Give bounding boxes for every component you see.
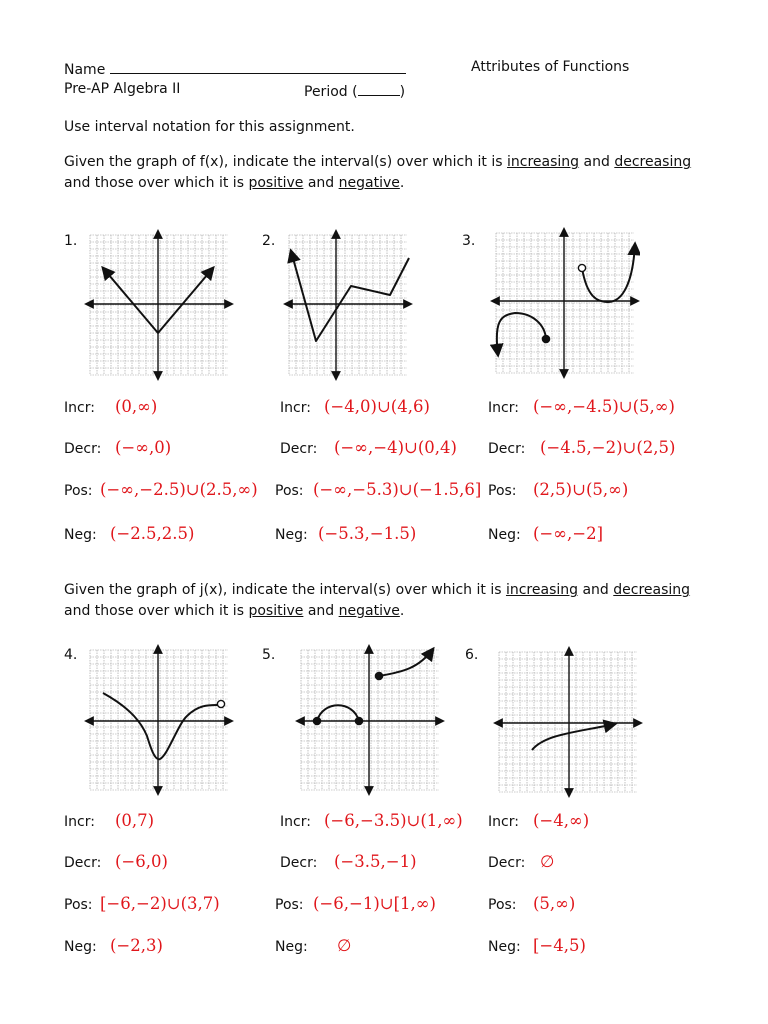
p3-pos-answer: (2,5)∪(5,∞): [533, 480, 629, 499]
period-line: [304, 81, 405, 100]
grid-lines: [499, 652, 637, 792]
problem-2-number: 2.: [262, 233, 276, 249]
worksheet-title: Attributes of Functions: [471, 59, 630, 75]
part1-period: .: [399, 175, 405, 191]
p5-decr-label: Decr:: [280, 855, 318, 871]
p1-pos-label: Pos:: [64, 483, 93, 499]
part1-decreasing: decreasing: [614, 154, 692, 170]
p3-decr-answer: (−4.5,−2)∪(2,5): [540, 438, 676, 457]
p5-neg-label: Neg:: [275, 939, 308, 955]
part1-instruction-line1: [64, 154, 691, 170]
name-line: [64, 59, 406, 78]
p2-pos-label: Pos:: [275, 483, 304, 499]
grid-lines: [496, 233, 634, 373]
p4-decr-answer: (−6,0): [115, 852, 168, 871]
open-endpoint: [578, 264, 585, 271]
p1-decr-label: Decr:: [64, 441, 102, 457]
period-label: Period (: [304, 84, 358, 100]
part1-increasing: increasing: [507, 154, 580, 170]
right-branch-curve: [582, 244, 635, 302]
p6-decr-answer: ∅: [540, 852, 555, 871]
notation-instruction: Use interval notation for this assignment.: [64, 119, 355, 135]
open-endpoint: [217, 700, 224, 707]
p6-neg-label: Neg:: [488, 939, 521, 955]
p3-neg-label: Neg:: [488, 527, 521, 543]
part2-instruction-line2: [64, 603, 404, 619]
part2-text: Given the graph of j(x), indicate the interval(s) over which it is: [64, 582, 506, 598]
p4-neg-answer: (−2,3): [110, 936, 163, 955]
p2-incr-answer: (−4,0)∪(4,6): [324, 397, 430, 416]
p5-neg-answer: ∅: [337, 936, 352, 955]
graph-5: [295, 644, 445, 796]
name-field[interactable]: [110, 59, 406, 74]
p5-decr-answer: (−3.5,−1): [334, 852, 417, 871]
p3-incr-answer: (−∞,−4.5)∪(5,∞): [533, 397, 675, 416]
part2-negative: negative: [338, 603, 400, 619]
p1-neg-label: Neg:: [64, 527, 97, 543]
p1-incr-answer: (0,∞): [115, 397, 158, 416]
problem-6-number: 6.: [465, 647, 479, 663]
course-name: Pre-AP Algebra II: [64, 81, 181, 97]
part2-decreasing: decreasing: [613, 582, 691, 598]
grid-lines: [90, 235, 228, 375]
p3-decr-label: Decr:: [488, 441, 526, 457]
p2-pos-answer: (−∞,−5.3)∪(−1.5,6]: [313, 480, 482, 499]
p4-pos-label: Pos:: [64, 897, 93, 913]
closed-endpoint-left: [313, 717, 320, 724]
left-branch-curve: [497, 313, 546, 355]
p1-pos-answer: (−∞,−2.5)∪(2.5,∞): [100, 480, 258, 499]
p5-incr-label: Incr:: [280, 814, 311, 830]
p2-neg-label: Neg:: [275, 527, 308, 543]
p4-decr-label: Decr:: [64, 855, 102, 871]
p3-neg-answer: (−∞,−2]: [533, 524, 604, 543]
problem-3-number: 3.: [462, 233, 476, 249]
sqrt-curve: [532, 724, 615, 750]
graph-2: [283, 229, 413, 381]
closed-endpoint-start: [375, 672, 382, 679]
p3-incr-label: Incr:: [488, 400, 519, 416]
problem-5-number: 5.: [262, 647, 276, 663]
grid-lines: [301, 650, 439, 790]
name-label: Name: [64, 62, 106, 78]
part1-and: and: [579, 154, 615, 170]
piecewise-line: [291, 251, 409, 341]
period-field[interactable]: [358, 81, 400, 96]
p4-neg-label: Neg:: [64, 939, 97, 955]
p6-pos-label: Pos:: [488, 897, 517, 913]
part2-and2: and: [303, 603, 339, 619]
p4-incr-answer: (0,7): [115, 811, 155, 830]
p3-pos-label: Pos:: [488, 483, 517, 499]
period-close: ): [399, 84, 406, 100]
p1-neg-answer: (−2.5,2.5): [110, 524, 195, 543]
p2-incr-label: Incr:: [280, 400, 311, 416]
closed-endpoint-right: [355, 717, 362, 724]
graph-4: [84, 644, 234, 796]
part1-text2: and those over which it is: [64, 175, 249, 191]
p6-decr-label: Decr:: [488, 855, 526, 871]
graph-3: [490, 227, 640, 379]
p2-neg-answer: (−5.3,−1.5): [318, 524, 417, 543]
part1-instruction-line2: [64, 175, 404, 191]
p2-decr-label: Decr:: [280, 441, 318, 457]
problem-1-number: 1.: [64, 233, 78, 249]
p6-incr-answer: (−4,∞): [533, 811, 590, 830]
p6-pos-answer: (5,∞): [533, 894, 576, 913]
graph-6: [493, 646, 643, 798]
part2-and: and: [578, 582, 614, 598]
grid-lines: [90, 650, 228, 790]
p2-decr-answer: (−∞,−4)∪(0,4): [334, 438, 457, 457]
p4-pos-answer: [−6,−2)∪(3,7): [100, 894, 220, 913]
p6-neg-answer: [−4,5): [533, 936, 586, 955]
part1-and2: and: [303, 175, 339, 191]
part2-period: .: [399, 603, 405, 619]
part1-text: Given the graph of f(x), indicate the interval(s) over which it is: [64, 154, 508, 170]
p5-pos-label: Pos:: [275, 897, 304, 913]
part1-negative: negative: [338, 175, 400, 191]
p5-incr-answer: (−6,−3.5)∪(1,∞): [324, 811, 463, 830]
p5-pos-answer: (−6,−1)∪[1,∞): [313, 894, 436, 913]
semicircle-curve: [317, 705, 359, 721]
p1-decr-answer: (−∞,0): [115, 438, 172, 457]
graph-1: [84, 229, 234, 381]
problem-4-number: 4.: [64, 647, 78, 663]
p6-incr-label: Incr:: [488, 814, 519, 830]
part1-positive: positive: [248, 175, 304, 191]
part2-increasing: increasing: [505, 582, 579, 598]
part2-text2: and those over which it is: [64, 603, 249, 619]
p1-incr-label: Incr:: [64, 400, 95, 416]
part2-instruction-line1: [64, 582, 690, 598]
part2-positive: positive: [248, 603, 304, 619]
p4-incr-label: Incr:: [64, 814, 95, 830]
closed-endpoint: [542, 335, 549, 342]
smooth-curve: [103, 693, 220, 759]
